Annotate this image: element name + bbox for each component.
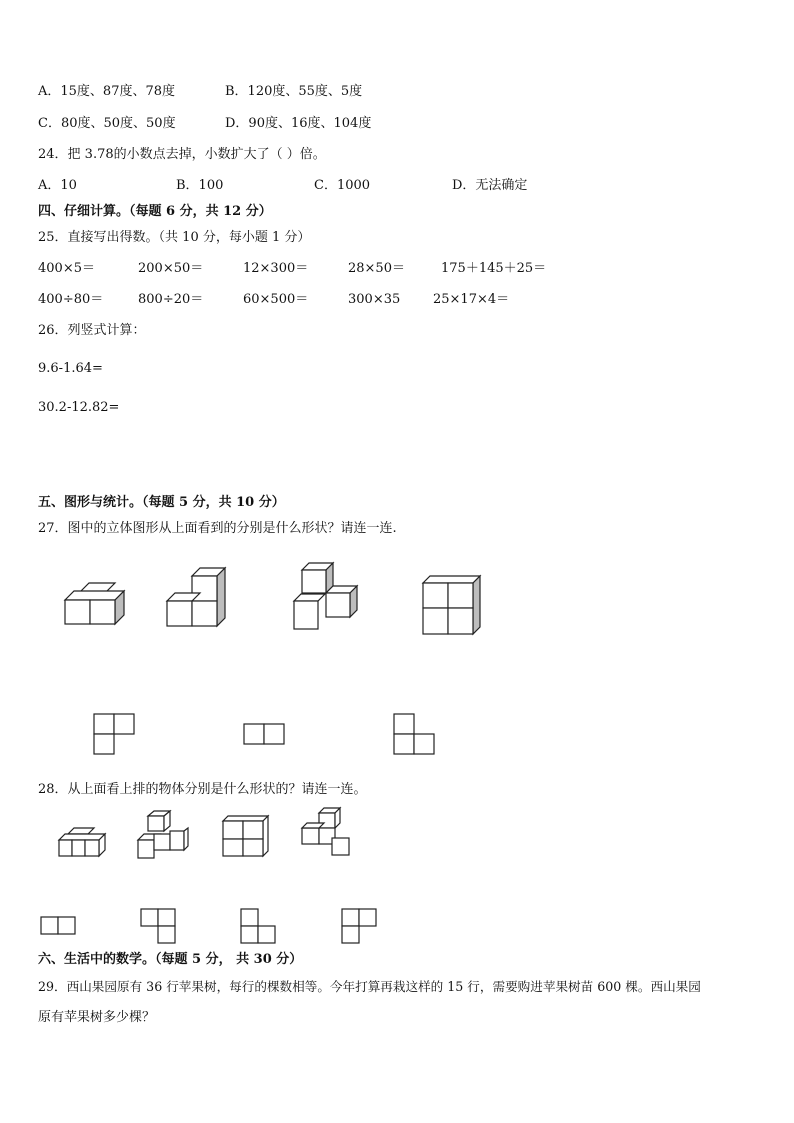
q23-option-a: A．15度、87度、78度 (38, 84, 176, 99)
q27-stem: 27．图中的立体图形从上面看到的分别是什么形状？请连一连. (38, 521, 397, 536)
q25-r2-c5: 25×17×4＝ (433, 292, 510, 307)
q25-r2-c2: 800÷20＝ (138, 292, 204, 307)
q29-stem-line2: 原有苹果树多少棵？ (38, 1010, 156, 1025)
q25-stem: 25．直接写出得数。（共 10 分，每小题 1 分） (38, 230, 311, 245)
q25-r1-c5: 175＋145＋25＝ (441, 261, 547, 276)
q28-top-view-1 (40, 915, 80, 937)
q27-solid-figure-2 (162, 566, 232, 632)
q26-expression-1: 9.6-1.64= (38, 361, 103, 376)
q28-top-view-2 (140, 907, 180, 947)
q28-solid-figure-3 (220, 812, 270, 860)
q27-solid-figure-3 (290, 562, 365, 632)
q24-stem: 24．把 3.78的小数点去掉，小数扩大了（ ）倍。 (38, 147, 326, 162)
q23-option-b: B．120度、55度、5度 (225, 84, 363, 99)
q25-r1-c1: 400×5＝ (38, 261, 95, 276)
q24-option-b: B．100 (176, 178, 224, 193)
q28-stem: 28．从上面看上排的物体分别是什么形状的？请连一连。 (38, 782, 367, 797)
q25-r2-c3: 60×500＝ (243, 292, 309, 307)
q27-top-view-1 (93, 712, 138, 757)
q28-solid-figure-4 (299, 806, 354, 860)
q27-solid-figure-4 (418, 570, 488, 640)
q27-top-view-2 (243, 722, 288, 747)
q25-r2-c1: 400÷80＝ (38, 292, 104, 307)
q29-stem-line1: 29．西山果园原有 36 行苹果树，每行的棵数相等。今年打算再栽这样的 15 行，需要购进苹果树苗 600 棵。西山果园 (38, 979, 701, 994)
section5-title: 五、图形与统计。（每题 5 分，共 10 分） (38, 495, 285, 510)
q23-option-c: C．80度、50度、50度 (38, 116, 176, 131)
section6-title: 六、生活中的数学。（每题 5 分， 共 30 分） (38, 952, 303, 967)
q28-top-view-4 (341, 907, 381, 947)
q25-r1-c3: 12×300＝ (243, 261, 309, 276)
q24-option-d: D．无法确定 (452, 178, 528, 193)
q26-stem: 26．列竖式计算： (38, 323, 146, 338)
q26-expression-2: 30.2-12.82= (38, 400, 120, 415)
q25-r2-c4: 300×35 (348, 292, 401, 307)
q24-option-a: A．10 (38, 178, 77, 193)
q28-top-view-3 (240, 907, 280, 947)
section4-title: 四、仔细计算。（每题 6 分，共 12 分） (38, 204, 272, 219)
q28-solid-figure-1 (56, 824, 106, 860)
q25-r1-c4: 28×50＝ (348, 261, 405, 276)
q23-option-d: D．90度、16度、104度 (225, 116, 372, 131)
q27-top-view-3 (393, 712, 438, 757)
q25-r1-c2: 200×50＝ (138, 261, 204, 276)
q28-solid-figure-2 (134, 810, 189, 862)
q27-solid-figure-1 (60, 580, 130, 630)
q24-option-c: C．1000 (314, 178, 371, 193)
